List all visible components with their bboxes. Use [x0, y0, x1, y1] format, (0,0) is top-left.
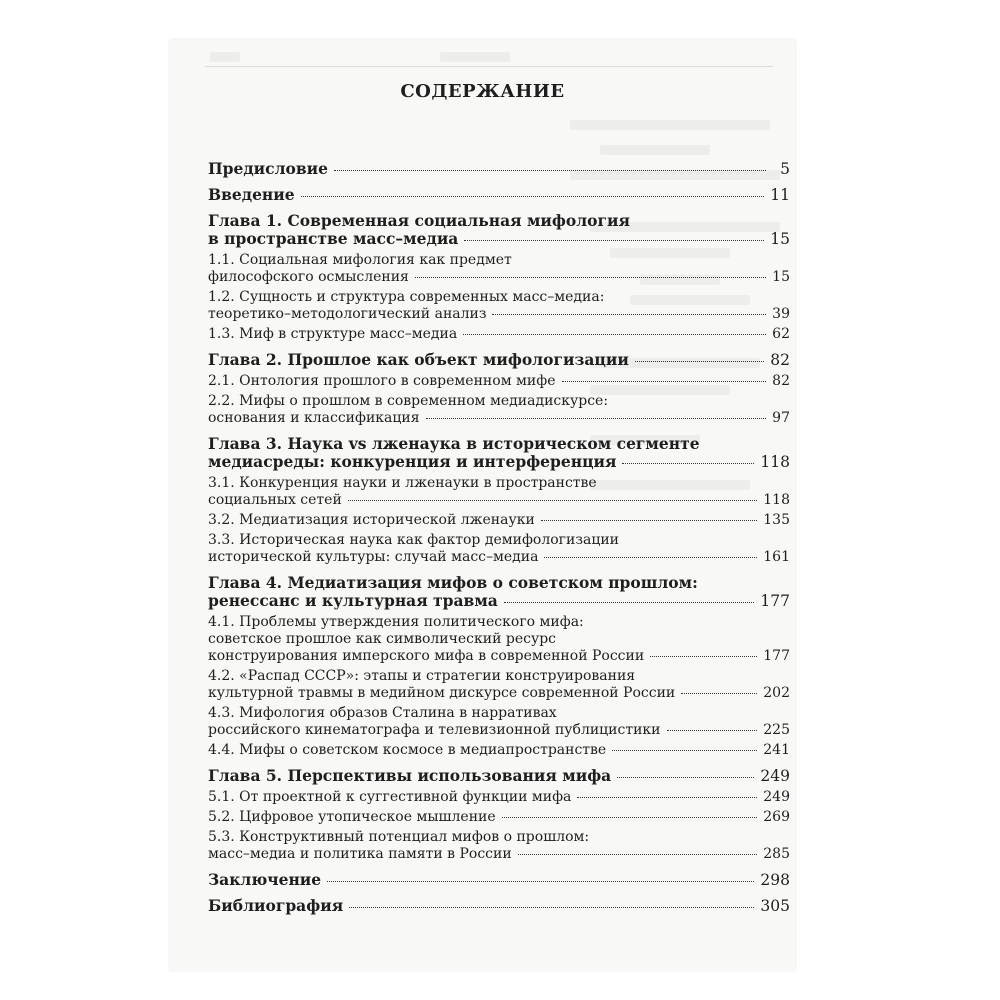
page-number: 118	[763, 492, 790, 508]
page-number: 82	[772, 373, 790, 389]
toc-section-entry	[208, 614, 790, 665]
toc-entry-text: теоретико–методологический анализ	[208, 306, 487, 322]
toc-entry-text: 3.3. Историческая наука как фактор демифологизации	[208, 532, 619, 548]
toc-section-entry	[208, 252, 790, 286]
toc-section-entry	[208, 705, 790, 739]
page-number: 177	[763, 648, 790, 664]
page-number: 249	[763, 789, 790, 805]
toc-entry-text: 1.2. Сущность и структура современных масс–медиа:	[208, 289, 605, 305]
page-number: 135	[763, 512, 790, 528]
page-number: 161	[763, 549, 790, 565]
toc-chapter-entry	[208, 212, 790, 248]
toc-entry-text: социальных сетей	[208, 492, 342, 508]
toc-chapter-entry	[208, 160, 790, 178]
dot-leader	[348, 500, 757, 501]
toc-entry-text: медиасреды: конкуренция и интерференция	[208, 452, 617, 471]
toc-entry-text: 4.4. Мифы о советском космосе в медиапространстве	[208, 742, 607, 758]
dot-leader	[541, 520, 757, 521]
page-number: 5	[780, 160, 790, 178]
dot-leader	[327, 881, 754, 882]
page-number: 285	[763, 846, 790, 862]
page-number: 82	[770, 351, 790, 369]
toc-entry-text: Предисловие	[208, 159, 328, 178]
toc-entry-text: 5.3. Конструктивный потенциал мифов о прошлом:	[208, 829, 590, 845]
toc-section-entry	[208, 475, 790, 509]
toc-chapter-entry	[208, 897, 790, 915]
toc-entry-text: Глава 5. Перспективы использования мифа	[208, 766, 612, 785]
toc-chapter-entry	[208, 767, 790, 785]
toc-entry-text: 1.3. Миф в структуре масс–медиа	[208, 326, 458, 342]
dot-leader	[502, 817, 758, 818]
dot-leader	[635, 361, 764, 362]
toc-section-entry	[208, 668, 790, 702]
toc-section-entry	[208, 789, 790, 806]
page-number: 305	[760, 897, 790, 915]
toc-section-entry	[208, 742, 790, 759]
toc-entry-text: 4.2. «Распад СССР»: этапы и стратегии конструирования	[208, 668, 636, 684]
toc-entry-text: Глава 4. Медиатизация мифов о советском прошлом:	[208, 573, 698, 592]
toc-section-entry	[208, 393, 790, 427]
dot-leader	[650, 656, 757, 657]
toc-entry-text: 3.1. Конкуренция науки и лженауки в пространстве	[208, 475, 597, 491]
dot-leader	[562, 381, 767, 382]
toc-entry-text: 2.1. Онтология прошлого в современном мифе	[208, 373, 556, 389]
toc-entry-text: в пространстве масс–медиа	[208, 229, 459, 248]
dot-leader	[518, 854, 758, 855]
toc-section-entry	[208, 289, 790, 323]
toc-entry-text: 5.2. Цифровое утопическое мышление	[208, 809, 496, 825]
dot-leader	[349, 907, 754, 908]
toc-entry-text: 4.1. Проблемы утверждения политического мифа:	[208, 614, 584, 630]
toc-entry-text: советское прошлое как символический ресурс	[208, 631, 556, 647]
dot-leader	[617, 777, 754, 778]
toc-section-entry	[208, 532, 790, 566]
dot-leader	[492, 314, 766, 315]
toc-entry-text: российского кинематографа и телевизионной публицистики	[208, 722, 661, 738]
toc-entry-text: основания и классификация	[208, 410, 420, 426]
toc-entry-text: конструирования имперского мифа в современной России	[208, 648, 645, 664]
page-number: 118	[760, 453, 790, 471]
toc-chapter-entry	[208, 435, 790, 471]
dot-leader	[612, 750, 757, 751]
toc-entry-text: 3.2. Медиатизация исторической лженауки	[208, 512, 535, 528]
dot-leader	[681, 693, 757, 694]
toc-entry-text: Глава 3. Наука vs лженаука в историческом сегменте	[208, 434, 700, 453]
page-number: 11	[770, 186, 790, 204]
dot-leader	[504, 602, 755, 603]
dot-leader	[301, 196, 765, 197]
toc-chapter-entry	[208, 351, 790, 369]
page-number: 202	[763, 685, 790, 701]
page-number: 62	[772, 326, 790, 342]
toc-entry-text: 5.1. От проектной к суггестивной функции мифа	[208, 789, 572, 805]
toc-entry-text: Глава 1. Современная социальная мифология	[208, 211, 630, 230]
dot-leader	[622, 463, 754, 464]
toc-chapter-entry	[208, 186, 790, 204]
dot-leader	[544, 557, 757, 558]
dot-leader	[334, 170, 766, 171]
dot-leader	[463, 334, 766, 335]
page-number: 15	[770, 230, 790, 248]
page-number: 298	[760, 871, 790, 889]
toc-entry-text: Заключение	[208, 870, 322, 889]
page-number: 15	[772, 269, 790, 285]
toc-section-entry	[208, 373, 790, 390]
dot-leader	[667, 730, 758, 731]
page-number: 97	[772, 410, 790, 426]
toc-chapter-entry	[208, 574, 790, 610]
dot-leader	[426, 418, 766, 419]
toc-entry-text: исторической культуры: случай масс–медиа	[208, 549, 539, 565]
book-page	[170, 40, 795, 970]
page-number: 225	[763, 722, 790, 738]
toc-section-entry	[208, 829, 790, 863]
toc-entry-text: 2.2. Мифы о прошлом в современном медиадискурсе:	[208, 393, 609, 409]
toc-entry-text: ренессанс и культурная травма	[208, 591, 498, 610]
toc-section-entry	[208, 809, 790, 826]
toc-entry-text: культурной травмы в медийном дискурсе современной России	[208, 685, 676, 701]
page-number: 269	[763, 809, 790, 825]
toc-entry-text: 4.3. Мифология образов Сталина в нарративах	[208, 705, 557, 721]
table-of-contents	[208, 160, 790, 915]
toc-entry-text: философского осмысления	[208, 269, 409, 285]
dot-leader	[415, 277, 766, 278]
toc-entry-text: Глава 2. Прошлое как объект мифологизации	[208, 350, 629, 369]
dot-leader	[577, 797, 757, 798]
toc-section-entry	[208, 326, 790, 343]
page-number: 241	[763, 742, 790, 758]
toc-entry-text: 1.1. Социальная мифология как предмет	[208, 252, 512, 268]
page-number: 39	[772, 306, 790, 322]
running-header-rule	[205, 52, 773, 67]
dot-leader	[464, 240, 764, 241]
page-title: СОДЕРЖАНИЕ	[400, 81, 565, 102]
page-number: 249	[760, 767, 790, 785]
toc-entry-text: Библиография	[208, 896, 344, 915]
page-number: 177	[760, 592, 790, 610]
toc-entry-text: масс–медиа и политика памяти в России	[208, 846, 512, 862]
toc-entry-text: Введение	[208, 185, 295, 204]
toc-section-entry	[208, 512, 790, 529]
toc-chapter-entry	[208, 871, 790, 889]
